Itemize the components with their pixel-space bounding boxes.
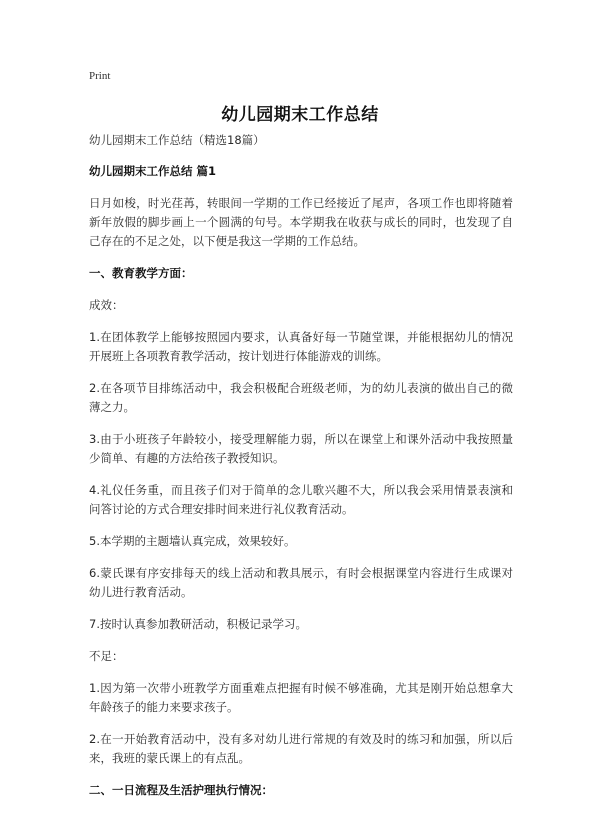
- achievement-item: 4.礼仪任务重，而且孩子们对于简单的念儿歌兴趣不大，所以我会采用情景表演和问答讨论的方式合理安排时间来进行礼仪教育活动。: [89, 483, 513, 516]
- achievement-item: 2.在各项节目排练活动中，我会积极配合班级老师，为的幼儿表演的做出自己的微薄之力。: [89, 381, 513, 414]
- achievement-item: 1.在团体教学上能够按照园内要求，认真备好每一节随堂课，并能根据幼儿的情况开展班上各项教育教学活动，按计划进行体能游戏的训练。: [89, 330, 513, 363]
- shortcoming-item: 1.因为第一次带小班教学方面重难点把握有时候不够准确，尤其是刚开始总想拿大年龄孩子的能力来要求孩子。: [89, 681, 513, 714]
- intro-paragraph: 日月如梭，时光荏苒，转眼间一学期的工作已经接近了尾声，各项工作也即将随着新年放假的脚步画上一个圆满的句号。本学期我在收获与成长的同时，也发现了自己存在的不足之处，以下便是我这一学期的工作总结。: [89, 196, 513, 248]
- achievements-label: 成效：: [89, 298, 124, 312]
- shortcoming-item: 2.在一开始教育活动中，没有多对幼儿进行常规的有效及时的练习和加强，所以后来，我班的蒙氏课上的有点乱。: [89, 732, 513, 765]
- heading-teaching: 一、教育教学方面：: [89, 266, 193, 280]
- document-subtitle: 幼儿园期末工作总结（精选18篇）: [89, 133, 265, 147]
- section-title: 幼儿园期末工作总结 篇1: [89, 164, 217, 178]
- print-link[interactable]: Print: [89, 70, 111, 82]
- achievement-item: 5.本学期的主题墙认真完成，效果较好。: [89, 534, 296, 548]
- heading-daily-routine: 二、一日流程及生活护理执行情况：: [89, 783, 273, 797]
- shortcomings-label: 不足：: [89, 649, 124, 663]
- achievement-item: 6.蒙氏课有序安排每天的线上活动和教具展示，有时会根据课堂内容进行生成课对幼儿进行教育活动。: [89, 566, 513, 599]
- achievement-item: 3.由于小班孩子年龄较小，接受理解能力弱，所以在课堂上和课外活动中我按照量少简单、有趣的方法给孩子教授知识。: [89, 432, 513, 465]
- page-title: 幼儿园期末工作总结: [221, 105, 379, 125]
- document-body: [89, 131, 513, 813]
- achievement-item: 7.按时认真参加教研活动，积极记录学习。: [89, 617, 307, 631]
